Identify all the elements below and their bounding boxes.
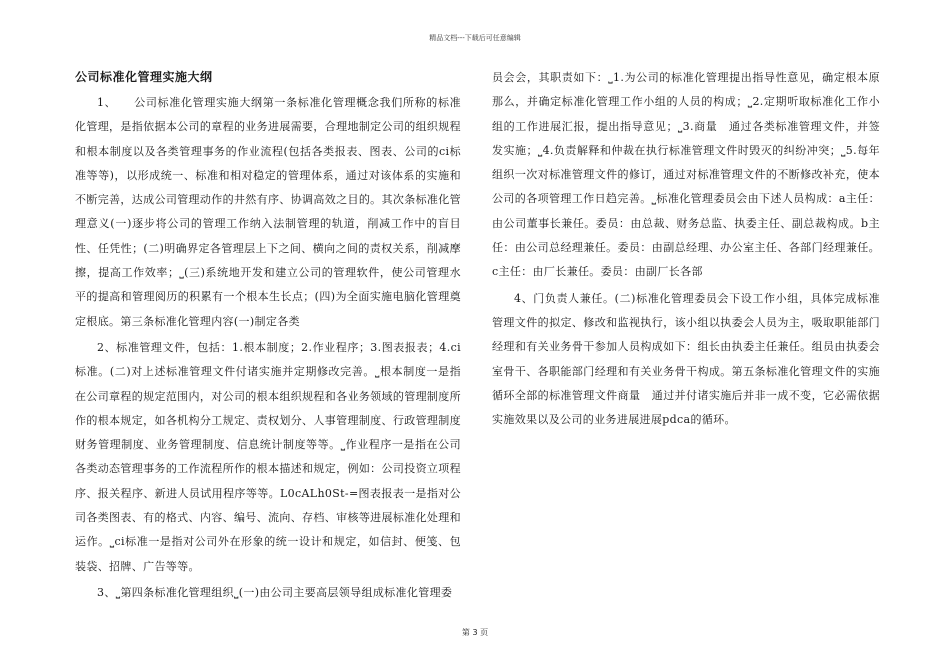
paragraph-1: 1、 公司标准化管理实施大纲第一条标准化管理概念我们所称的标准化管理，是指依据本公司的章程的业务进展需要，合理地制定公司的组织规程和根本制度以及各类管理事务的作业流程(包括各类报表、图表、公司的ci标准等等)，以形成统一、标准和相对稳定的管理体系，通过对该体系的实施和不断完善，达成公司管理动作的井然有序、协调高效之目的。其次条标准化管理意义(一)逐步将公司的管理工作纳入法制管理的轨道，削减工作中的盲目性、任凭性；(二)明确界定各管理层上下之间、横向之间的责权关系，削减摩擦，提高工作效率；⎵(三)系统地开发和建立公司的管理软件，使公司管理水平的提高和管理阅历的积累有一个根本生长点；(四)为全面实施电脑化管理奠定根底。第三条标准化管理内容(一)制定各类 (75, 96, 461, 328)
paragraph-4: 员会会，其职责如下：⎵1.为公司的标准化管理提出指导性意见，确定根本原那么，并确定标准化管理工作小组的人员的构成；⎵2.定期听取标准化工作小组的工作进展汇报，提出指导意见；⎵3.商量 通过各类标准管理文件，并签发实施；⎵4.负责解释和仲裁在执行标准管理文件时毁灭的纠纷冲突；⎵5.每年组织一次对标准管理文件的修订，通过对标准管理文件的不断修改补充，使本公司的各项管理工作日趋完善。⎵标准化管理委员会由下述人员构成：a主任：由公司董事长兼任。委员：由总裁、财务总监、执委主任、副总裁构成。b主任：由公司总经理兼任。委员：由副总经理、办公室主任、各部门经理兼任。c主任：由厂长兼任。委员：由副厂长各部 (492, 71, 880, 279)
paragraph-3: 3、⎵第四条标准化管理组织⎵(一)由公司主要高层领导组成标准化管理委 (97, 585, 453, 599)
document-title: 公司标准化管理实施大纲 (75, 70, 213, 84)
paragraph-2: 2、标准管理文件，包括：1.根本制度；2.作业程序；3.图表报表；4.ci标准。(二)对上述标准管理文件付诸实施并定期修改完善。⎵根本制度一是指在公司章程的规定范围内，对公司的根本组织规程和各业务领域的管理制度所作的根本规定，如各机构分工规定、责权划分、人事管理制度、行政管理制度财务管理制度、业务管理制度、信息统计制度等等。⎵作业程序一是指在公司各类动态管理事务的工作流程所作的根本描述和规定，例如：公司投资立项程序、报关程序、新进人员试用程序等等。L0cALh0St-=图表报表一是指对公司各类图表、有的格式、内容、编号、流向、存档、审核等进展标准化处理和运作。⎵ci标准一是指对公司外在形象的统一设计和规定，如信封、便笺、包装袋、招牌、广告等等。 (75, 340, 461, 573)
paragraph-5: 4、门负责人兼任。(二)标准化管理委员会下设工作小组，具体完成标准管理文件的拟定、修改和监视执行，该小组以执委会人员为主，吸取职能部门经理和有关业务骨干参加人员构成如下：组长由执委主任兼任。组员由执委会室骨干、各职能部门经理和有关业务骨干构成。第五条标准化管理文件的实施循环全部的标准管理文件商量 通过并付诸实施后并非一成不变，它必需依据实施效果以及公司的业务进展进展pdca的循环。 (492, 291, 880, 427)
page-header: 精品文档---下载后可任意编辑 (429, 34, 521, 42)
right-column (492, 66, 880, 434)
page-number: 第 3 页 (461, 628, 489, 637)
left-column (75, 68, 461, 607)
